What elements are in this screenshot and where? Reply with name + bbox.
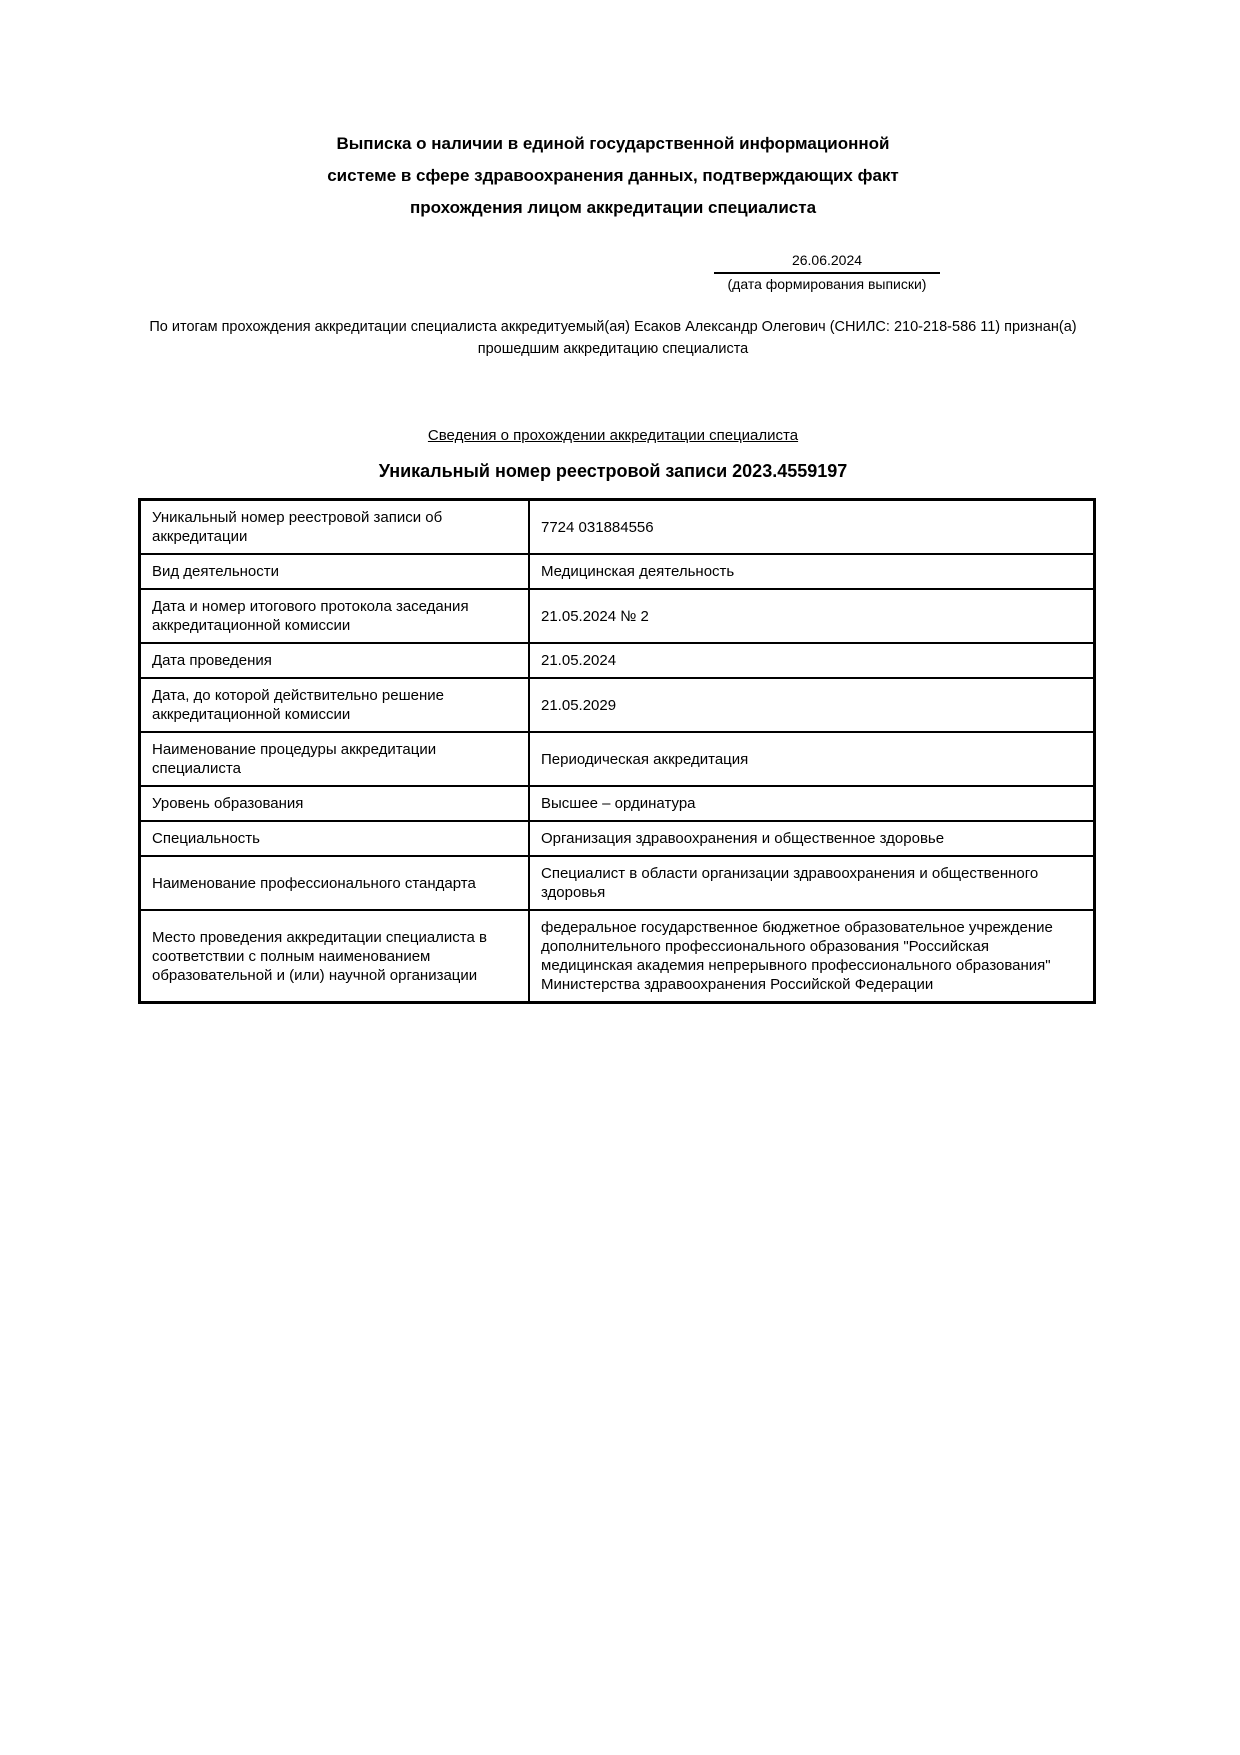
table-row (140, 643, 1095, 678)
registry-heading: Уникальный номер реестровой записи 2023.4559197 (378, 461, 848, 481)
row-value-cell: федеральное государственное бюджетное образовательное учреждение дополнительного профессионального образования "Российская медицинская академия непрерывного профессионального образования" Министерства здравоохранения Российской Федерации (529, 910, 1095, 1003)
table-row (140, 500, 1095, 555)
row-label-cell: Дата, до которой действительно решение аккредитационной комиссии (140, 678, 530, 732)
row-label-cell: Дата проведения (140, 643, 530, 678)
row-label-cell: Уровень образования (140, 786, 530, 821)
accreditation-table-body (140, 500, 1095, 1003)
title-line: системе в сфере здравоохранения данных, подтверждающих факт (327, 166, 899, 185)
row-label-cell: Уникальный номер реестровой записи об аккредитации (140, 500, 530, 555)
table-row (140, 910, 1095, 1003)
table-row (140, 554, 1095, 589)
row-label-cell: Наименование процедуры аккредитации специалиста (140, 732, 530, 786)
table-row (140, 678, 1095, 732)
table-row (140, 732, 1095, 786)
table-row (140, 821, 1095, 856)
section-heading: Сведения о прохождении аккредитации специалиста (427, 427, 799, 444)
row-value-cell: Высшее – ординатура (529, 786, 1095, 821)
accreditation-table (138, 498, 1096, 1004)
row-label-cell: Место проведения аккредитации специалиста в соответствии с полным наименованием образовательной и (или) научной организации (140, 910, 530, 1003)
row-label-cell: Специальность (140, 821, 530, 856)
row-value-cell: 21.05.2024 № 2 (529, 589, 1095, 643)
row-label-cell: Наименование профессионального стандарта (140, 856, 530, 910)
table-row (140, 589, 1095, 643)
document-content (138, 0, 1088, 1004)
row-value-cell: Периодическая аккредитация (529, 732, 1095, 786)
title-line: прохождения лицом аккредитации специалиста (409, 198, 817, 217)
table-row (140, 786, 1095, 821)
row-value-cell: Специалист в области организации здравоохранения и общественного здоровья (529, 856, 1095, 910)
row-value-cell: Организация здравоохранения и общественное здоровье (529, 821, 1095, 856)
date-block (714, 250, 940, 294)
intro-paragraph: По итогам прохождения аккредитации специалиста аккредитуемый(ая) Есаков Александр Олегович (СНИЛС: 210-218-586 11) признан(а) прошедшим аккредитацию специалиста (149, 319, 1077, 357)
row-value-cell: 21.05.2024 (529, 643, 1095, 678)
title-line: Выписка о наличии в единой государственной информационной (336, 134, 890, 153)
table-row (140, 856, 1095, 910)
row-value-cell: 21.05.2029 (529, 678, 1095, 732)
row-value-cell: Медицинская деятельность (529, 554, 1095, 589)
row-value-cell: 7724 031884556 (529, 500, 1095, 555)
document-title (138, 0, 1088, 224)
date-value: 26.06.2024 (714, 250, 940, 274)
row-label-cell: Вид деятельности (140, 554, 530, 589)
date-caption: (дата формирования выписки) (727, 276, 927, 292)
row-label-cell: Дата и номер итогового протокола заседания аккредитационной комиссии (140, 589, 530, 643)
